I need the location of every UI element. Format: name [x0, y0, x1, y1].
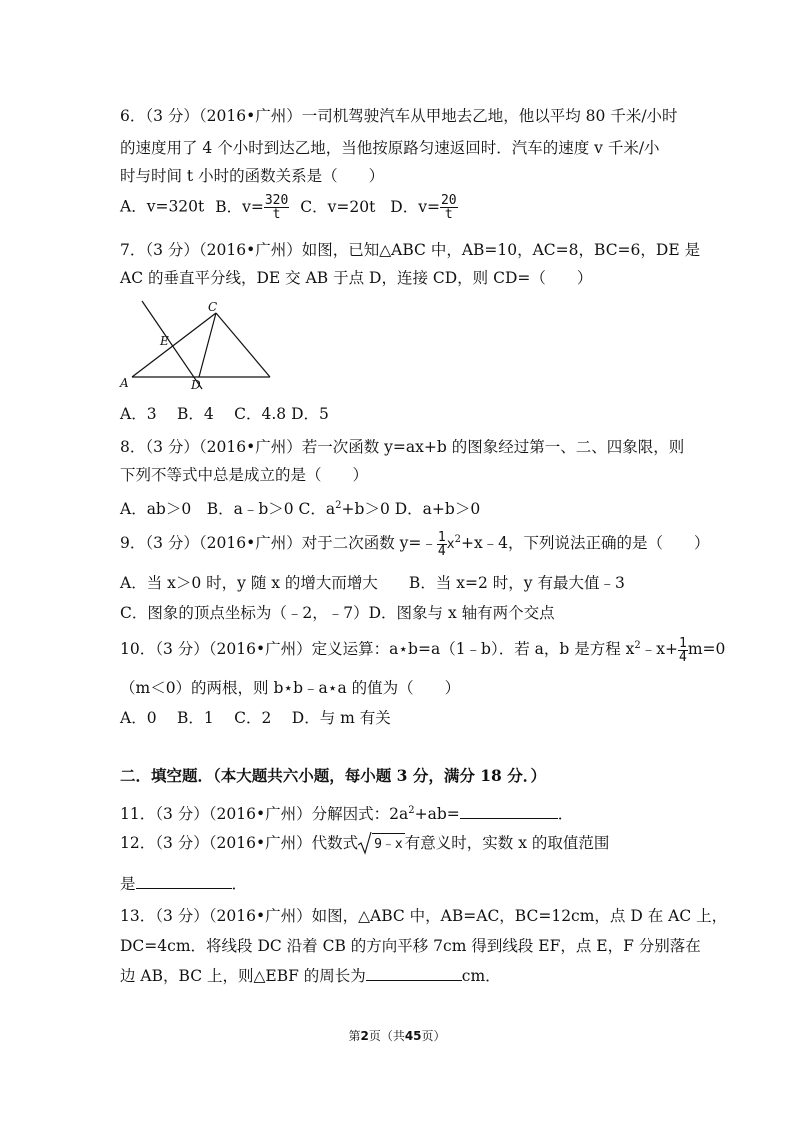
- q7-line-1: 7．（3 分）（2016•广州）如图，已知△ABC 中，AB=10，AC=8，BC=6，DE 是: [120, 241, 701, 259]
- q7-triangle-figure: [118, 299, 278, 391]
- footer-page-number: 2: [360, 1029, 369, 1043]
- q12-radical: [358, 833, 405, 855]
- q10-fraction-numerator: 1: [679, 635, 687, 651]
- q9-fraction-numerator: 1: [437, 529, 446, 545]
- q13-line-3-suffix: cm．: [461, 967, 501, 985]
- q10-stem-superscript: 2: [634, 640, 641, 651]
- segment-cd: [199, 313, 216, 377]
- q9-stem-suffix: +x﹣4，下列说法正确的是（ ）: [460, 534, 710, 553]
- section-fill-in-heading: 二．填空题．（本大题共六小题，每小题 3 分，满分 18 分．）: [120, 766, 546, 785]
- radical-sign-icon: [358, 831, 372, 855]
- q10-stem-mid: ﹣x+: [640, 640, 679, 659]
- q12-answer-blank[interactable]: [136, 888, 232, 889]
- q10-options: A．0 B．1 C．2 D．与 m 有关: [120, 709, 391, 727]
- q6-option-d-numerator: 20: [440, 193, 457, 208]
- label-a: A: [120, 376, 129, 390]
- q8-line-2: 下列不等式中总是成立的是（ ）: [120, 466, 369, 484]
- q9-options-ab: A．当 x＞0 时，y 随 x 的增大而增大 B．当 x=2 时，y 有最大值﹣3: [120, 574, 625, 592]
- q11-prefix: 11．（3 分）（2016•广州）分解因式：2a: [120, 805, 409, 824]
- q10-line-2: （m＜0）的两根，则 b⋆b﹣a⋆a 的值为（ ）: [120, 679, 461, 697]
- q9-options-cd: C．图象的顶点坐标为（﹣2，﹣7）D．图象与 x 轴有两个交点: [120, 604, 555, 622]
- q6-option-d-prefix: D．v=: [390, 197, 440, 216]
- q9-stem-x: x: [446, 537, 455, 553]
- q6-option-d-denominator: t: [444, 207, 453, 222]
- q9-fraction-denominator: 4: [437, 543, 446, 559]
- q10-fraction-denominator: 4: [679, 649, 687, 665]
- q10-stem-suffix: m=0: [687, 640, 726, 659]
- q10-stem: [120, 636, 725, 664]
- q6-option-a: A．v=320t: [120, 197, 205, 216]
- q11-line: [120, 801, 573, 824]
- q9-stem-superscript: 2: [454, 534, 461, 545]
- q6-line-2: 的速度用了 4 个小时到达乙地，当他按原路匀速返回时．汽车的速度 v 千米/小: [120, 139, 660, 157]
- label-e: E: [160, 334, 169, 348]
- footer-part-1: 第: [348, 1029, 361, 1043]
- footer-total-pages: 45: [404, 1029, 422, 1043]
- q10-fraction: [678, 637, 688, 664]
- q6-line-1: 6．（3 分）（2016•广州）一司机驾驶汽车从甲地去乙地，他以平均 80 千米/小时: [120, 107, 678, 125]
- segment-bc: [216, 313, 270, 377]
- q6-option-b-fraction: [264, 194, 289, 221]
- q13-line-3: [120, 966, 501, 986]
- q9-fraction: [437, 531, 447, 558]
- q8-line-1: 8．（3 分）（2016•广州）若一次函数 y=ax+b 的图象经过第一、二、四象限，则: [120, 438, 685, 456]
- q13-line-2: DC=4cm．将线段 DC 沿着 CB 的方向平移 7cm 得到线段 EF，点 E，F 分别落在: [120, 937, 701, 955]
- q13-answer-blank[interactable]: [366, 980, 462, 981]
- segment-ac: [132, 313, 216, 377]
- q12-prefix: 12．（3 分）（2016•广州）代数式: [120, 834, 359, 852]
- q12-line-2-prefix: 是: [120, 875, 136, 893]
- footer-part-2: 页（共: [368, 1029, 405, 1043]
- q11-end: ．: [557, 805, 574, 824]
- q12-line-2: [120, 874, 247, 894]
- q6-option-b-numerator: 320: [264, 193, 289, 208]
- q7-options: A．3 B．4 C．4.8 D．5: [120, 405, 329, 423]
- page-footer: [0, 1027, 794, 1044]
- footer-part-3: 页）: [421, 1029, 446, 1043]
- q9-stem: [120, 530, 710, 558]
- q6-line-3: 时与时间 t 小时的函数关系是（ ）: [120, 167, 385, 185]
- label-d: D: [191, 378, 201, 391]
- q6-option-c: C．v=20t: [300, 197, 376, 216]
- q13-line-1: 13．（3 分）（2016•广州）如图，△ABC 中，AB=AC，BC=12cm，点 D 在 AC 上，: [120, 907, 728, 925]
- q6-option-b-prefix: B．v=: [215, 197, 264, 216]
- q12-line-1: [120, 833, 609, 855]
- q6-option-b-denominator: t: [272, 207, 281, 222]
- q9-stem-prefix: 9．（3 分）（2016•广州）对于二次函数 y=﹣: [120, 534, 437, 553]
- q13-line-3-prefix: 边 AB，BC 上，则△EBF 的周长为: [120, 967, 366, 985]
- q8-options-superscript: 2: [335, 500, 342, 511]
- q7-line-2: AC 的垂直平分线，DE 交 AB 于点 D，连接 CD，则 CD=（ ）: [120, 269, 593, 287]
- q10-stem-prefix: 10．（3 分）（2016•广州）定义运算：a⋆b=a（1﹣b）．若 a，b 是方程 x: [120, 640, 635, 659]
- q11-suffix: +ab=: [414, 805, 460, 824]
- q11-superscript: 2: [408, 805, 415, 816]
- q11-answer-blank[interactable]: [460, 818, 558, 819]
- q8-options-prefix: A．ab＞0 B．a﹣b＞0 C．a: [120, 500, 336, 519]
- q12-end: ．: [231, 875, 248, 893]
- q12-suffix: 有意义时，实数 x 的取值范围: [404, 834, 610, 852]
- q6-options: [120, 194, 458, 221]
- q8-options-suffix: +b＞0 D．a+b＞0: [341, 500, 481, 519]
- q6-option-d-fraction: [440, 194, 458, 221]
- q12-radicand: 9﹣x: [372, 833, 405, 855]
- q8-options: [120, 496, 480, 519]
- perpendicular-bisector-de: [142, 301, 202, 389]
- label-c: C: [208, 300, 218, 314]
